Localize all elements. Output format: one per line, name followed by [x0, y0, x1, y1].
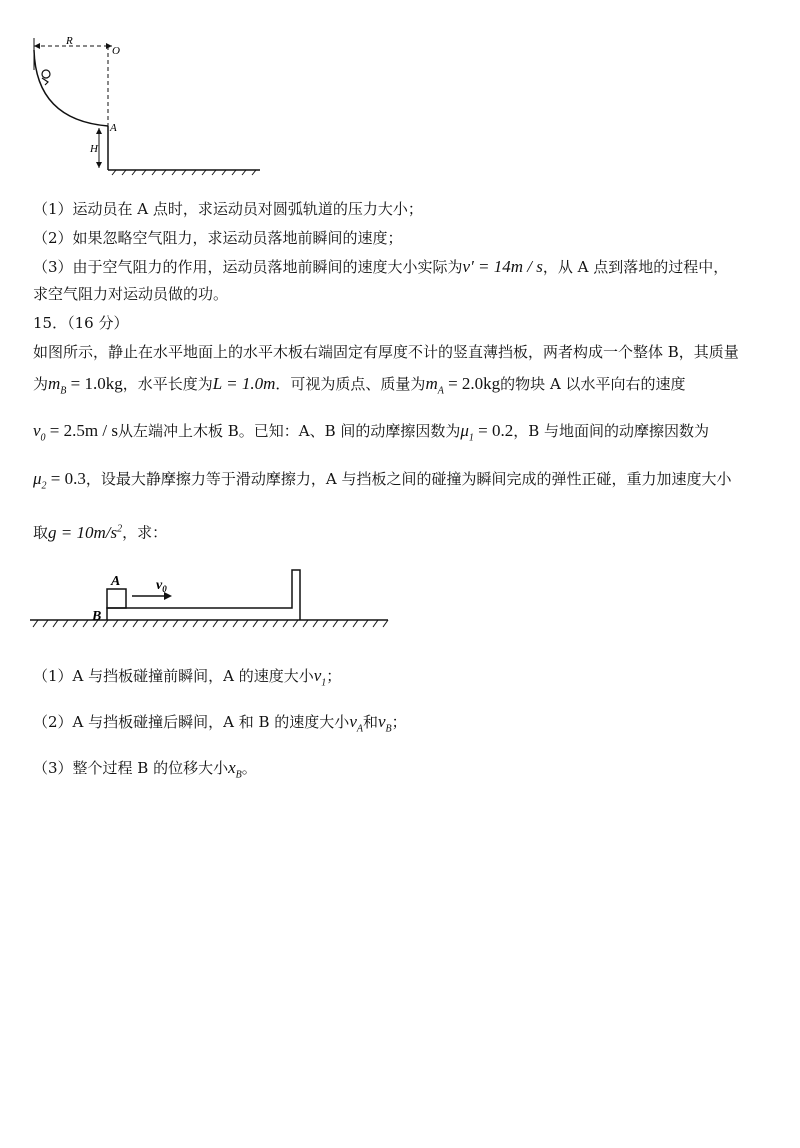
p15-line-5	[33, 519, 167, 543]
p15-header: 15．（16 分）	[33, 314, 129, 332]
length-L: L = 1.0m	[212, 374, 276, 393]
label-A: A	[111, 574, 121, 589]
p15-l2-pre: 为	[33, 375, 49, 393]
label-B: B	[92, 609, 102, 624]
p15-question-3: （3）整个过程 B 的位移大小$x_B$。	[33, 758, 257, 781]
p15-l2-mid: ，水平长度为	[122, 375, 213, 393]
p14-q3-text-pre: （3）由于空气阻力的作用，运动员落地前瞬间的速度大小实际为	[33, 258, 463, 276]
p14-question-1: （1）运动员在 A 点时，求运动员对圆弧轨道的压力大小；	[33, 200, 423, 218]
p14-q3-velocity: v′ = 14m / s	[462, 257, 543, 276]
velocity-v1: $v_1$	[313, 666, 327, 689]
arc-track-figure	[20, 30, 270, 180]
p15-l2-post: ．可视为质点、质量为	[275, 375, 426, 393]
velocity-vB: $v_B$	[377, 712, 392, 735]
p15-l5-pre: 取	[33, 523, 49, 542]
velocity-v0: $v_0 = 2.5m / s$	[33, 421, 118, 444]
p14-question-3-cont: 求空气阻力对运动员做的功。	[33, 285, 229, 303]
p14-q3-text-post: ，从 A 点到落地的过程中，	[542, 258, 729, 276]
p14-question-2: （2）如果忽略空气阻力，求运动员落地前瞬间的速度；	[33, 229, 403, 247]
board-block-figure	[28, 562, 398, 632]
p15-line-4	[33, 469, 732, 496]
label-v0: $v_0$	[156, 578, 167, 594]
p15-l3-end: ，B 与地面间的动摩擦因数为	[513, 422, 710, 440]
mu-1: $\mu_1 = 0.2$	[460, 421, 514, 444]
p15-line-3	[33, 421, 709, 448]
label-O: O	[112, 45, 120, 57]
label-A: A	[110, 122, 117, 134]
p15-l2-end: 的物块 A 以水平向右的速度	[500, 375, 686, 393]
mass-B: $m_B = 1.0kg$	[48, 374, 123, 397]
p15-line-1: 如图所示，静止在水平地面上的水平木板右端固定有厚度不计的竖直薄挡板，两者构成一个整体 B，其质量	[33, 343, 739, 361]
p15-l4-end: ，设最大静摩擦力等于滑动摩擦力，A 与挡板之间的碰撞为瞬间完成的弹性正碰，重力加速度大小	[85, 470, 732, 488]
p15-l5-end: ，求：	[122, 523, 168, 542]
gravity-g: $g = 10m/s^2$	[48, 522, 123, 542]
label-H: H	[90, 143, 98, 155]
label-R: R	[66, 35, 73, 47]
mass-A: $m_A = 2.0kg$	[425, 374, 501, 397]
p15-question-1: （1）A 与挡板碰撞前瞬间，A 的速度大小$v_1$；	[33, 666, 342, 689]
velocity-vA: $v_A$	[349, 712, 363, 735]
p15-line-2	[33, 374, 686, 401]
mu-2: $\mu_2 = 0.3$	[33, 469, 86, 492]
p15-question-2: （2）A 与挡板碰撞后瞬间，A 和 B 的速度大小$v_A$和$v_B$；	[33, 712, 407, 735]
displacement-xB: $x_B$	[228, 758, 242, 781]
p14-question-3	[33, 257, 728, 277]
p15-l3-mid: 从左端冲上木板 B。已知：A、B 间的动摩擦因数为	[117, 422, 461, 440]
